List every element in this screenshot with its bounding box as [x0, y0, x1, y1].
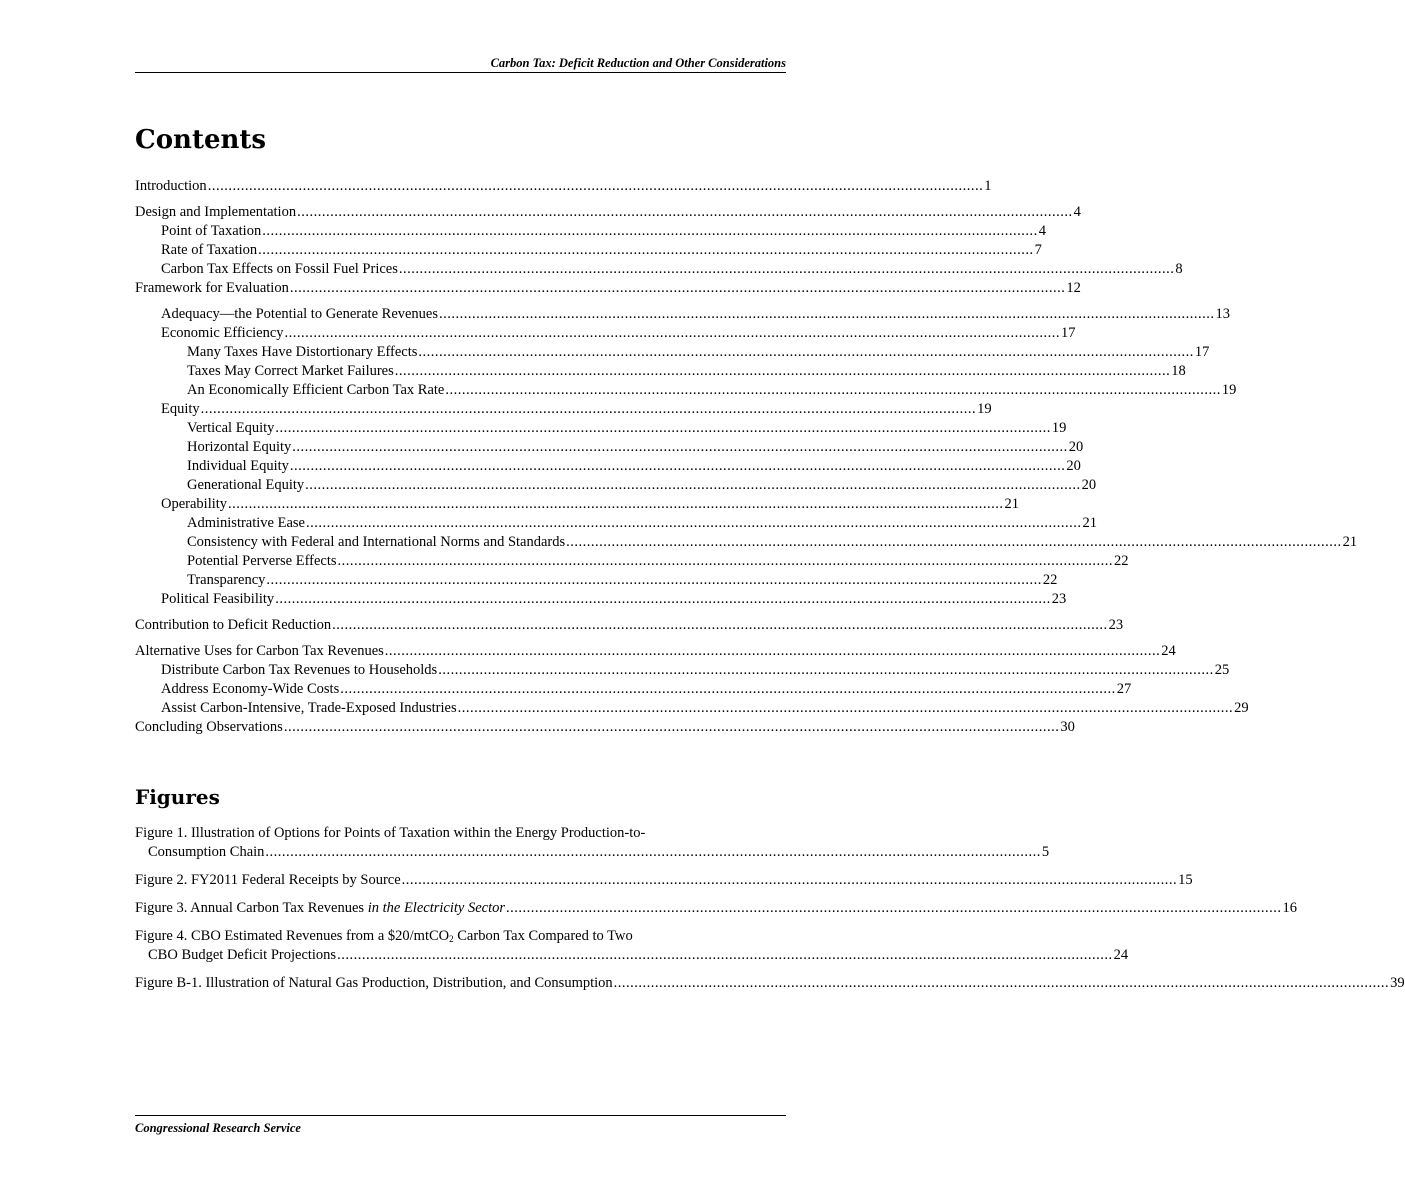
leader-dots: ............................................................................................................................................................................................	[275, 591, 1051, 607]
toc-entry-page: 23	[1051, 591, 1067, 607]
toc-entry[interactable]	[135, 419, 1067, 438]
figure-entry-page: 16	[1282, 900, 1297, 916]
leader-dots: ............................................................................................................................................................................................	[332, 617, 1108, 633]
toc-entry-label: Individual Equity	[187, 458, 289, 474]
toc-entry-label: Economic Efficiency	[161, 325, 284, 341]
toc-entry[interactable]	[135, 203, 1081, 222]
leader-dots: ............................................................................................................................................................................................	[200, 401, 977, 417]
toc-entry[interactable]	[135, 362, 1186, 381]
leader-dots: ............................................................................................................................................................................................	[265, 844, 1041, 860]
contents-list	[135, 177, 1358, 737]
running-header: Carbon Tax: Deficit Reduction and Other Considerations	[490, 56, 786, 70]
leader-dots: ............................................................................................................................................................................................	[289, 458, 1066, 474]
toc-entry-label: Horizontal Equity	[187, 439, 292, 455]
toc-entry-label: Design and Implementation	[135, 204, 297, 220]
toc-entry-label: Generational Equity	[187, 477, 305, 493]
leader-dots: ............................................................................................................................................................................................	[284, 325, 1061, 341]
toc-entry-label: Framework for Evaluation	[135, 280, 289, 296]
leader-dots: ............................................................................................................................................................................................	[613, 975, 1390, 991]
leader-dots: ............................................................................................................................................................................................	[275, 420, 1051, 436]
leader-dots: ............................................................................................................................................................................................	[384, 643, 1161, 659]
toc-entry[interactable]	[135, 177, 992, 196]
figure-entry-label-b: Carbon Tax Compared to Two	[453, 928, 633, 944]
figure-entry-label-a: Figure 4. CBO Estimated Revenues from a $20/mtCO	[135, 928, 450, 944]
toc-entry[interactable]	[135, 533, 1358, 552]
toc-entry-page: 4	[1038, 223, 1046, 239]
toc-entry-page: 20	[1066, 458, 1081, 474]
figure-entry-label-italic: in the Electricity Sector	[367, 900, 505, 916]
leader-dots: ............................................................................................................................................................................................	[289, 280, 1066, 296]
toc-entry-label: Many Taxes Have Distortionary Effects	[187, 344, 418, 360]
figure-entry-label: Figure B-1. Illustration of Natural Gas Production, Distribution, and Consumption	[135, 975, 613, 991]
toc-entry-page: 19	[1221, 382, 1237, 398]
toc-entry-label: Concluding Observations	[135, 719, 283, 735]
figure-entry-label-cont: CBO Budget Deficit Projections	[148, 947, 337, 963]
toc-entry-page: 8	[1175, 261, 1183, 277]
toc-entry[interactable]	[135, 680, 1132, 699]
toc-entry[interactable]	[135, 343, 1210, 362]
figure-entry-label-plain: Figure 3. Annual Carbon Tax Revenues	[135, 900, 368, 916]
toc-entry-page: 29	[1234, 700, 1249, 716]
toc-entry[interactable]	[135, 571, 1058, 590]
figures-title: Figures	[135, 785, 220, 809]
toc-entry[interactable]	[135, 552, 1129, 571]
toc-entry-page: 12	[1066, 280, 1081, 296]
leader-dots: ............................................................................................................................................................................................	[445, 382, 1221, 398]
toc-entry[interactable]	[135, 616, 1124, 635]
toc-entry-page: 25	[1214, 662, 1230, 678]
toc-entry-page: 20	[1068, 439, 1084, 455]
figure-entry[interactable]	[135, 974, 1405, 993]
leader-dots: ............................................................................................................................................................................................	[401, 872, 1178, 888]
toc-entry-label: Address Economy-Wide Costs	[161, 681, 340, 697]
leader-dots: ............................................................................................................................................................................................	[262, 223, 1038, 239]
toc-entry-label: Distribute Carbon Tax Revenues to Households	[161, 662, 438, 678]
leader-dots: ............................................................................................................................................................................................	[305, 515, 1082, 531]
figure-entry-page: 39	[1390, 975, 1405, 991]
toc-entry-page: 22	[1042, 572, 1058, 588]
toc-entry-label: Introduction	[135, 178, 207, 194]
toc-entry-label: Adequacy—the Potential to Generate Revenues	[161, 306, 439, 322]
running-footer: Congressional Research Service	[135, 1121, 301, 1135]
toc-entry[interactable]	[135, 661, 1230, 680]
leader-dots: ............................................................................................................................................................................................	[439, 306, 1215, 322]
toc-entry-page: 22	[1114, 553, 1129, 569]
leader-dots: ............................................................................................................................................................................................	[292, 439, 1068, 455]
leader-dots: ............................................................................................................................................................................................	[457, 700, 1234, 716]
toc-entry-label: An Economically Efficient Carbon Tax Rate	[187, 382, 445, 398]
figure-entry-page: 5	[1041, 844, 1050, 860]
toc-entry[interactable]	[135, 400, 992, 419]
leader-dots: ............................................................................................................................................................................................	[258, 242, 1034, 258]
toc-entry[interactable]	[135, 699, 1249, 718]
toc-entry-label: Operability	[161, 496, 228, 512]
leader-dots: ............................................................................................................................................................................................	[283, 719, 1060, 735]
toc-entry[interactable]	[135, 642, 1176, 661]
leader-dots: ............................................................................................................................................................................................	[398, 261, 1175, 277]
figure-entry[interactable]	[135, 899, 1297, 918]
leader-dots: ............................................................................................................................................................................................	[228, 496, 1004, 512]
toc-entry-page: 13	[1215, 306, 1231, 322]
toc-entry-page: 18	[1171, 363, 1186, 379]
toc-entry[interactable]	[135, 305, 1231, 324]
toc-entry-label: Transparency	[187, 572, 266, 588]
toc-entry[interactable]	[135, 590, 1067, 609]
leader-dots: ............................................................................................................................................................................................	[506, 900, 1282, 916]
toc-entry-page: 19	[977, 401, 992, 417]
toc-entry[interactable]	[135, 222, 1046, 241]
toc-entry-label: Rate of Taxation	[161, 242, 258, 258]
toc-entry-label: Political Feasibility	[161, 591, 275, 607]
leader-dots: ............................................................................................................................................................................................	[394, 363, 1171, 379]
toc-entry-page: 24	[1161, 643, 1176, 659]
figures-list	[135, 824, 1405, 993]
header-rule	[135, 72, 786, 73]
leader-dots: ............................................................................................................................................................................................	[305, 477, 1081, 493]
toc-entry-page: 21	[1342, 534, 1358, 550]
subscript: 2	[449, 934, 454, 944]
toc-entry-label: Taxes May Correct Market Failures	[187, 363, 394, 379]
figure-entry[interactable]	[135, 871, 1193, 890]
toc-entry-page: 7	[1034, 242, 1042, 258]
toc-entry-label: Vertical Equity	[187, 420, 275, 436]
figure-entry-page: 24	[1113, 947, 1129, 963]
toc-entry-label: Potential Perverse Effects	[187, 553, 337, 569]
toc-entry[interactable]	[135, 438, 1084, 457]
toc-entry-label: Assist Carbon-Intensive, Trade-Exposed Industries	[161, 700, 457, 716]
contents-title: Contents	[135, 125, 267, 155]
leader-dots: ............................................................................................................................................................................................	[340, 681, 1116, 697]
figure-entry-label: Figure 2. FY2011 Federal Receipts by Source	[135, 872, 401, 888]
toc-entry-page: 17	[1061, 325, 1076, 341]
toc-entry[interactable]	[135, 514, 1097, 533]
toc-entry-page: 21	[1004, 496, 1020, 512]
leader-dots: ............................................................................................................................................................................................	[337, 947, 1113, 963]
toc-entry-page: 20	[1081, 477, 1097, 493]
toc-entry[interactable]	[135, 718, 1075, 737]
leader-dots: ............................................................................................................................................................................................	[337, 553, 1114, 569]
leader-dots: ............................................................................................................................................................................................	[207, 178, 984, 194]
toc-entry-page: 4	[1073, 204, 1081, 220]
toc-entry-label: Consistency with Federal and International Norms and Standards	[187, 534, 566, 550]
leader-dots: ............................................................................................................................................................................................	[297, 204, 1073, 220]
figure-entry-label: Figure 1. Illustration of Options for Points of Taxation within the Energy Production-to-	[135, 825, 646, 841]
toc-entry[interactable]	[135, 279, 1081, 298]
toc-entry-label: Equity	[161, 401, 200, 417]
toc-entry-page: 19	[1051, 420, 1067, 436]
toc-entry[interactable]	[135, 260, 1183, 279]
toc-entry-label: Carbon Tax Effects on Fossil Fuel Prices	[161, 261, 398, 277]
toc-entry[interactable]	[135, 381, 1237, 400]
figure-entry[interactable]	[135, 927, 1129, 965]
toc-entry[interactable]	[135, 476, 1097, 495]
leader-dots: ............................................................................................................................................................................................	[438, 662, 1214, 678]
figure-entry-page: 15	[1178, 872, 1193, 888]
toc-entry-page: 27	[1116, 681, 1132, 697]
footer-rule	[135, 1115, 786, 1116]
leader-dots: ............................................................................................................................................................................................	[266, 572, 1042, 588]
toc-entry[interactable]	[135, 324, 1076, 343]
figure-entry[interactable]	[135, 824, 1050, 862]
toc-entry-label: Alternative Uses for Carbon Tax Revenues	[135, 643, 384, 659]
toc-entry-page: 17	[1194, 344, 1210, 360]
toc-entry-label: Administrative Ease	[187, 515, 305, 531]
toc-entry-label: Contribution to Deficit Reduction	[135, 617, 332, 633]
toc-entry-page: 30	[1060, 719, 1075, 735]
toc-entry[interactable]	[135, 457, 1081, 476]
toc-entry-page: 21	[1082, 515, 1097, 531]
toc-entry-page: 1	[984, 178, 992, 194]
leader-dots: ............................................................................................................................................................................................	[566, 534, 1342, 550]
toc-entry[interactable]	[135, 495, 1020, 514]
figure-entry-label-cont: Consumption Chain	[148, 844, 265, 860]
leader-dots: ............................................................................................................................................................................................	[418, 344, 1194, 360]
toc-entry[interactable]	[135, 241, 1042, 260]
toc-entry-label: Point of Taxation	[161, 223, 262, 239]
figure-entry-label	[135, 899, 505, 918]
toc-entry-page: 23	[1108, 617, 1124, 633]
figure-entry-label	[135, 927, 783, 946]
